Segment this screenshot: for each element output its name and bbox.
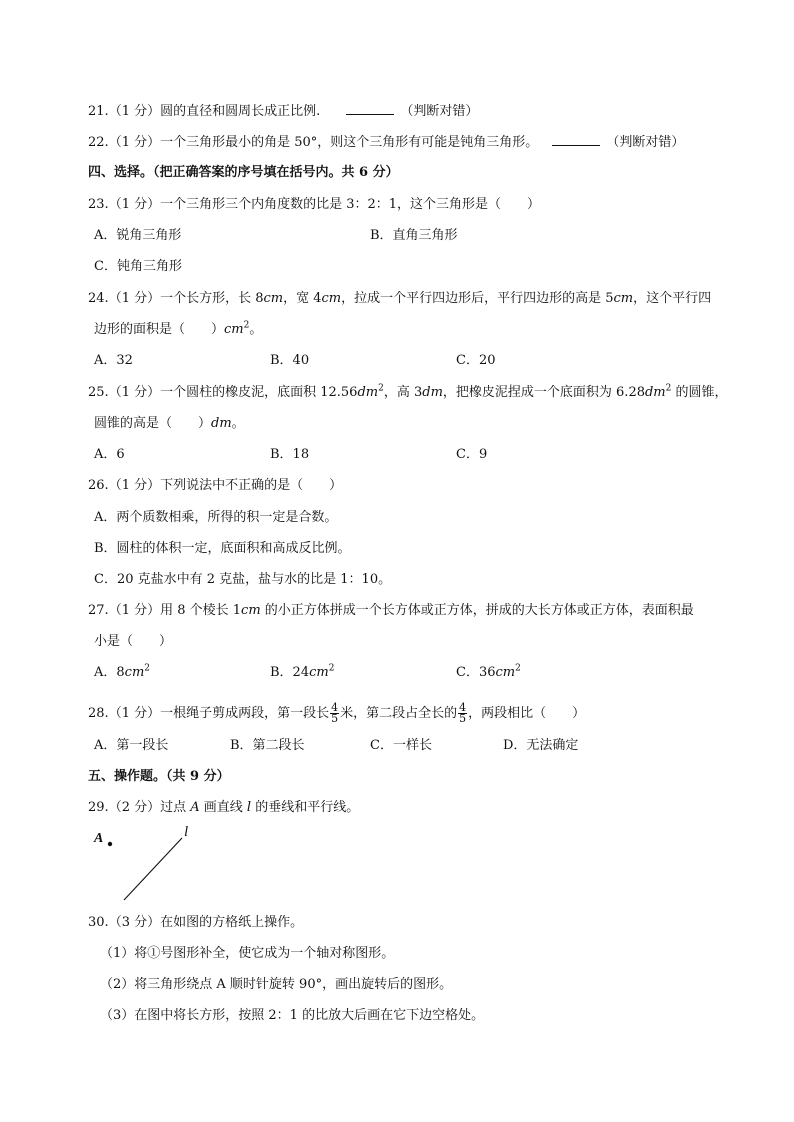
- question-30-step-3: （3）在图中将长方形，按照 2：1 的比放大后画在它下边空格处。: [100, 1008, 485, 1023]
- answer-blank-21[interactable]: [346, 102, 394, 115]
- line-figure[interactable]: [88, 820, 208, 910]
- question-29: 29.（2 分）过点 A 画直线 l 的垂线和平行线。: [88, 800, 360, 815]
- option-28-d[interactable]: D．无法确定: [503, 738, 579, 753]
- question-30: 30.（3 分）在如图的方格纸上操作。: [88, 915, 304, 930]
- fraction-four-fifths: $\frac{4}{5}$: [331, 701, 339, 725]
- option-24-a[interactable]: A．32: [94, 353, 133, 368]
- option-28-c[interactable]: C．一样长: [370, 738, 432, 753]
- option-28-a[interactable]: A．第一段长: [94, 738, 169, 753]
- option-23-c[interactable]: C．钝角三角形: [94, 259, 182, 274]
- question-26: 26.（1 分）下列说法中不正确的是（ ）: [88, 478, 343, 493]
- question-25: 25.（1 分）一个圆柱的橡皮泥，底面积 $12.56dm^2$，高 3dm，把橡皮泥捏成一个底面积为 $6.28dm^2$ 的圆锥，: [88, 383, 728, 400]
- option-24-c[interactable]: C．20: [456, 353, 496, 368]
- question-21: 21.（1 分）圆的直径和圆周长成正比例. （判断对错）: [88, 104, 479, 119]
- question-23: 23.（1 分）一个三角形三个内角度数的比是 3：2：1，这个三角形是（ ）: [88, 197, 541, 212]
- option-26-a[interactable]: A．两个质数相乘，所得的积一定是合数。: [94, 510, 338, 525]
- answer-blank-22[interactable]: [552, 133, 600, 146]
- option-25-a[interactable]: A．6: [94, 447, 125, 462]
- question-22-text: 一个三角形最小的角是 50°，则这个三角形有可能是钝角三角形。: [160, 135, 539, 150]
- question-30-step-1: （1）将①号图形补全，使它成为一个轴对称图形。: [100, 946, 395, 961]
- line-l-label: l: [184, 824, 189, 840]
- question-22: 22.（1 分）一个三角形最小的角是 50°，则这个三角形有可能是钝角三角形。 （判断对错）: [88, 135, 685, 150]
- option-26-c[interactable]: C．20 克盐水中有 2 克盐，盐与水的比是 1：10。: [94, 572, 392, 587]
- question-28: 28.（1 分）一根绳子剪成两段，第一段长 $\frac{4}{5}$ 米，第二段占全长的 $\frac{4}{5}$ ，两段相比（ ）: [88, 701, 586, 725]
- option-28-b[interactable]: B．第二段长: [230, 738, 305, 753]
- point-a[interactable]: [108, 842, 112, 846]
- line-l[interactable]: [124, 838, 182, 900]
- option-26-b[interactable]: B．圆柱的体积一定，底面积和高成反比例。: [94, 541, 351, 556]
- point-a-label: A: [94, 831, 104, 846]
- question-21-text: 圆的直径和圆周长成正比例.: [160, 104, 321, 119]
- question-24-line2: 边形的面积是（ ）$cm^2$。: [94, 320, 263, 337]
- section-4-heading: 四、选择。（把正确答案的序号填在括号内。共 6 分）: [88, 165, 399, 180]
- option-23-b[interactable]: B．直角三角形: [370, 228, 458, 243]
- question-27-line2: 小是（ ）: [94, 634, 173, 649]
- option-24-b[interactable]: B．40: [270, 353, 310, 368]
- question-25-line2: 圆锥的高是（ ）dm。: [94, 416, 245, 431]
- option-25-b[interactable]: B．18: [270, 447, 310, 462]
- section-5-heading: 五、操作题。（共 9 分）: [88, 769, 230, 784]
- option-23-a[interactable]: A．锐角三角形: [94, 228, 182, 243]
- option-27-c[interactable]: C．$36cm^2$: [456, 663, 521, 680]
- option-27-a[interactable]: A．$8cm^2$: [94, 663, 151, 680]
- question-30-step-2: （2）将三角形绕点 A 顺时针旋转 90°，画出旋转后的图形。: [100, 977, 453, 992]
- question-24: 24.（1 分）一个长方形，长 8cm，宽 4cm，拉成一个平行四边形后，平行四边形的高是 5cm，这个平行四: [88, 291, 712, 306]
- fraction-four-fifths: $\frac{4}{5}$: [459, 701, 467, 725]
- option-27-b[interactable]: B．$24cm^2$: [270, 663, 335, 680]
- option-25-c[interactable]: C．9: [456, 447, 488, 462]
- question-27: 27.（1 分）用 8 个棱长 1cm 的小正方体拼成一个长方体或正方体，拼成的大长方体或正方体，表面积最: [88, 603, 694, 618]
